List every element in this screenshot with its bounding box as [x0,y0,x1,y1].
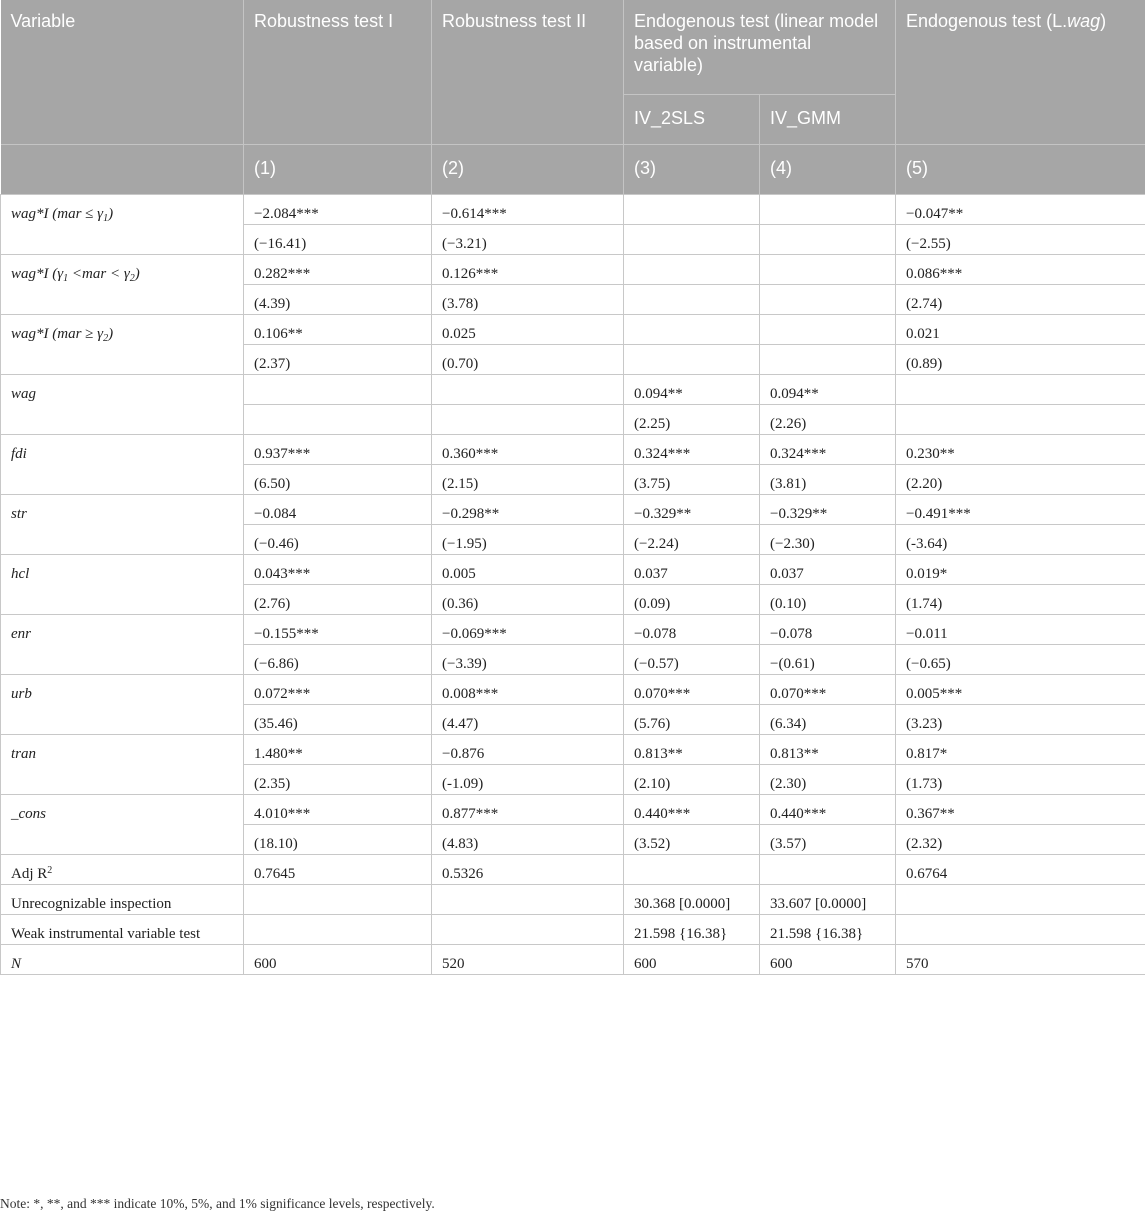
variable-name: hcl [1,555,244,615]
coefficient-cell: 0.126*** [432,255,624,285]
stat-cell: 0.7645 [244,855,432,885]
table-row-weak-iv [1,915,1145,945]
tstat-cell: (−6.86) [244,645,432,675]
header-iv-2sls: IV_2SLS [624,95,760,145]
coefficient-cell: 0.005*** [896,675,1145,705]
tstat-cell: (0.70) [432,345,624,375]
coefficient-cell: −0.491*** [896,495,1145,525]
header-robustness-test-1: Robustness test I [244,0,432,145]
variable-name: wag [1,375,244,435]
coefficient-cell: −0.876 [432,735,624,765]
tstat-cell: (−2.24) [624,525,760,555]
stat-cell: 21.598 {16.38} [760,915,896,945]
tstat-cell: (3.23) [896,705,1145,735]
tstat-cell: (2.32) [896,825,1145,855]
tstat-cell: (−0.46) [244,525,432,555]
header-col-num: (5) [896,145,1145,195]
coefficient-cell [624,315,760,345]
tstat-cell: (0.36) [432,585,624,615]
table-row [1,375,1145,405]
coefficient-cell: −0.084 [244,495,432,525]
stat-cell: 33.607 [0.0000] [760,885,896,915]
coefficient-cell [624,195,760,225]
stat-cell [896,915,1145,945]
tstat-cell: (35.46) [244,705,432,735]
tstat-cell [432,405,624,435]
tstat-cell: (−2.30) [760,525,896,555]
coefficient-cell: 0.025 [432,315,624,345]
coefficient-cell [760,315,896,345]
stat-cell: 0.5326 [432,855,624,885]
tstat-cell: (3.75) [624,465,760,495]
coefficient-cell: 0.019* [896,555,1145,585]
header-col-num-blank [1,145,244,195]
coefficient-cell: −0.614*** [432,195,624,225]
tstat-cell: (−3.21) [432,225,624,255]
tstat-cell: (−16.41) [244,225,432,255]
coefficient-cell: 0.086*** [896,255,1145,285]
coefficient-cell: −0.298** [432,495,624,525]
table-row [1,735,1145,765]
coefficient-cell: 0.043*** [244,555,432,585]
tstat-cell: (1.73) [896,765,1145,795]
coefficient-cell: 0.070*** [624,675,760,705]
table-header [1,0,1145,195]
coefficient-cell: 0.813** [624,735,760,765]
table-row-adj-r2 [1,855,1145,885]
table-row [1,255,1145,285]
tstat-cell: (2.10) [624,765,760,795]
coefficient-cell: 0.440*** [624,795,760,825]
tstat-cell: (4.83) [432,825,624,855]
coefficient-cell: −0.078 [760,615,896,645]
tstat-cell: (2.76) [244,585,432,615]
coefficient-cell: 0.440*** [760,795,896,825]
coefficient-cell: 0.360*** [432,435,624,465]
stat-cell: 570 [896,945,1145,975]
stat-cell: 600 [244,945,432,975]
tstat-cell: (4.47) [432,705,624,735]
tstat-cell: (2.20) [896,465,1145,495]
table-row-n [1,945,1145,975]
table-body [1,195,1145,975]
tstat-cell [760,225,896,255]
table-row [1,615,1145,645]
coefficient-cell: 0.230** [896,435,1145,465]
coefficient-cell: −2.084*** [244,195,432,225]
header-endogenous-lwag: Endogenous test (L.wag) [896,0,1145,145]
stat-cell [896,885,1145,915]
coefficient-cell: −0.069*** [432,615,624,645]
header-col-num: (1) [244,145,432,195]
header-col-num: (4) [760,145,896,195]
header-variable: Variable [1,0,244,145]
stat-cell: 600 [624,945,760,975]
coefficient-cell: 0.813** [760,735,896,765]
tstat-cell: (0.09) [624,585,760,615]
header-iv-gmm: IV_GMM [760,95,896,145]
coefficient-cell: 0.324*** [624,435,760,465]
coefficient-cell [432,375,624,405]
variable-name: fdi [1,435,244,495]
variable-name: urb [1,675,244,735]
stat-cell [432,885,624,915]
coefficient-cell: 0.094** [760,375,896,405]
tstat-cell [624,285,760,315]
coefficient-cell: 0.021 [896,315,1145,345]
table-row [1,195,1145,225]
coefficient-cell [760,195,896,225]
header-robustness-test-2: Robustness test II [432,0,624,145]
tstat-cell: (−1.95) [432,525,624,555]
tstat-cell: (3.52) [624,825,760,855]
coefficient-cell [244,375,432,405]
tstat-cell: (−3.39) [432,645,624,675]
tstat-cell: (-3.64) [896,525,1145,555]
coefficient-cell: 0.324*** [760,435,896,465]
coefficient-cell: 0.072*** [244,675,432,705]
stat-cell: 30.368 [0.0000] [624,885,760,915]
variable-name: _cons [1,795,244,855]
coefficient-cell: 0.282*** [244,255,432,285]
tstat-cell: −(0.61) [760,645,896,675]
tstat-cell [624,345,760,375]
tstat-cell: (3.57) [760,825,896,855]
table-row [1,555,1145,585]
coefficient-cell: 0.070*** [760,675,896,705]
weak-iv-label: Weak instrumental variable test [1,915,244,945]
tstat-cell: (6.34) [760,705,896,735]
tstat-cell: (2.15) [432,465,624,495]
stat-cell [432,915,624,945]
tstat-cell: (5.76) [624,705,760,735]
stat-cell: 520 [432,945,624,975]
variable-name: enr [1,615,244,675]
variable-name: wag*I $(\gamma_1 <mar < \gamma_2)$ [1,255,244,315]
coefficient-cell: 0.106** [244,315,432,345]
tstat-cell: (−0.57) [624,645,760,675]
tstat-cell: (1.74) [896,585,1145,615]
stat-cell [624,855,760,885]
table-row [1,795,1145,825]
coefficient-cell: −0.329** [760,495,896,525]
coefficient-cell [896,375,1145,405]
tstat-cell: (3.81) [760,465,896,495]
table-row [1,675,1145,705]
tstat-cell: (3.78) [432,285,624,315]
n-label: N [1,945,244,975]
coefficient-cell: 4.010*** [244,795,432,825]
tstat-cell: (6.50) [244,465,432,495]
coefficient-cell: −0.011 [896,615,1145,645]
tstat-cell: (2.35) [244,765,432,795]
coefficient-cell: 0.937*** [244,435,432,465]
tstat-cell: (18.10) [244,825,432,855]
tstat-cell: (-1.09) [432,765,624,795]
coefficient-cell: −0.329** [624,495,760,525]
coefficient-cell: 0.367** [896,795,1145,825]
variable-name: wag*I $(mar \le \gamma_1)$ [1,195,244,255]
tstat-cell: (−2.55) [896,225,1145,255]
tstat-cell: (4.39) [244,285,432,315]
coefficient-cell: 0.877*** [432,795,624,825]
coefficient-cell: 1.480** [244,735,432,765]
variable-name: tran [1,735,244,795]
coefficient-cell: −0.078 [624,615,760,645]
tstat-cell: (0.10) [760,585,896,615]
tstat-cell [896,405,1145,435]
variable-name: str [1,495,244,555]
stat-cell: 600 [760,945,896,975]
stat-cell: 21.598 {16.38} [624,915,760,945]
tstat-cell: (0.89) [896,345,1145,375]
coefficient-cell [624,255,760,285]
header-col-num: (3) [624,145,760,195]
table-note: Note: *, **, and *** indicate 10%, 5%, and 1% significance levels, respectively. [0,1196,435,1211]
coefficient-cell: 0.094** [624,375,760,405]
table-row [1,435,1145,465]
table-row [1,495,1145,525]
tstat-cell: (2.37) [244,345,432,375]
stat-cell [760,855,896,885]
tstat-cell: (−0.65) [896,645,1145,675]
table-row [1,315,1145,345]
coefficient-cell: −0.155*** [244,615,432,645]
tstat-cell [760,285,896,315]
tstat-cell [760,345,896,375]
stat-cell [244,915,432,945]
tstat-cell: (2.74) [896,285,1145,315]
coefficient-cell: 0.008*** [432,675,624,705]
tstat-cell [244,405,432,435]
unrecognizable-label: Unrecognizable inspection [1,885,244,915]
coefficient-cell: 0.037 [624,555,760,585]
tstat-cell: (2.30) [760,765,896,795]
coefficient-cell [760,255,896,285]
table-row-unrecognizable [1,885,1145,915]
variable-name: wag*I $(mar \ge \gamma_2)$ [1,315,244,375]
coefficient-cell: 0.037 [760,555,896,585]
tstat-cell [624,225,760,255]
adj-r2-label: Adj $R^2$ [1,855,244,885]
header-endogenous-iv: Endogenous test (linear model based on instrumental variable) [624,0,896,95]
stat-cell [244,885,432,915]
tstat-cell: (2.25) [624,405,760,435]
tstat-cell: (2.26) [760,405,896,435]
coefficient-cell: −0.047** [896,195,1145,225]
coefficient-cell: 0.817* [896,735,1145,765]
header-col-num: (2) [432,145,624,195]
stat-cell: 0.6764 [896,855,1145,885]
coefficient-cell: 0.005 [432,555,624,585]
